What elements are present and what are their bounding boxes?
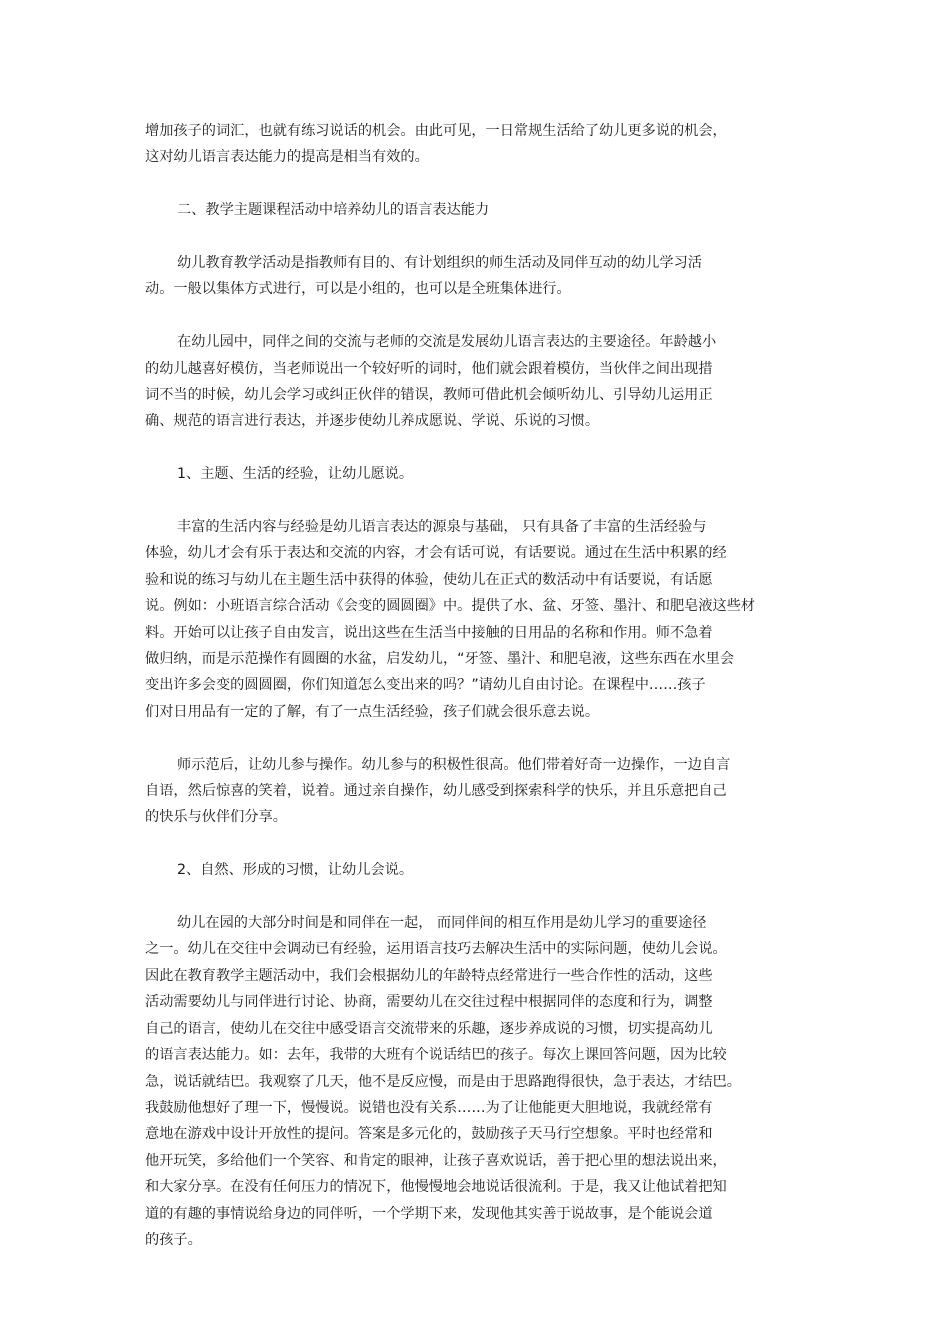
subsection-heading-1: 1、主题、生活的经验，让幼儿愿说。	[177, 466, 414, 483]
paragraph-life-experience: 丰富的生活内容与经验是幼儿语言表达的源泉与基础， 只有具备了丰富的生活经验与 体验，幼儿才会有乐于表达和交流的内容，才会有话可说，有话要说。通过在生活中积累的经 验和说的练习与幼儿在主题生活中获得的体验，使幼儿在正式的数活动中有话要说，有话愿 说。例如：小班语言综合活动《会变的圆圆圈》中。提供了水、盆、牙签、墨汁、和肥皂液这些材 料。开始可以让孩子自由发言，说出这些在生活当中接触的日用品的名称和作用。师不急着 做归纳，而是示范操作有圆圈的水盆，启发幼儿，“牙签、墨汁、和肥皂液，这些东西在水里会 变出许多会变的圆圆圈，你们知道怎么变出来的吗？”请幼儿自由讨论。在课程中……孩子 们对日用品有一定的了解，有了一点生活经验，孩子们就会很乐意去说。	[145, 519, 756, 720]
paragraph-intro-continuation: 增加孩子的词汇，也就有练习说话的机会。由此可见，一日常规生活给了幼儿更多说的机会， 这对幼儿语言表达能力的提高是相当有效的。	[145, 123, 727, 166]
paragraph-teaching-activities: 幼儿教育教学活动是指教师有目的、有计划组织的师生活动及同伴互动的幼儿学习活 动。一般以集体方式进行，可以是小组的，也可以是全班集体进行。	[145, 255, 702, 298]
document-body	[145, 118, 810, 1280]
subsection-heading-2: 2、自然、形成的习惯，让幼儿会说。	[177, 862, 414, 879]
paragraph-habits-example: 幼儿在园的大部分时间是和同伴在一起， 而同伴间的相互作用是幼儿学习的重要途径 之一。幼儿在交往中会调动已有经验，运用语言技巧去解决生活中的实际问题，使幼儿会说。 因此在教育教学主题活动中，我们会根据幼儿的年龄特点经常进行一些合作性的活动，这些 活动需要幼儿与同伴进行讨论、协商，需要幼儿在交往过程中根据同伴的态度和行为，调整 自己的语言，使幼儿在交往中感受语言交流带来的乐趣，逐步养成说的习惯，切实提高幼儿 的语言表达能力。如：去年，我带的大班有个说话结巴的孩子。每次上课回答问题，因为比较 急，说话就结巴。我观察了几天，他不是反应慢，而是由于思路跑得很快，急于表达，才结巴。 我鼓励他想好了理一下，慢慢说。说错也没有关系……为了让他能更大胆地说，我就经常有 意地在游戏中设计开放性的提问。答案是多元化的，鼓励孩子天马行空想象。平时也经常和 他开玩笑，多给他们一个笑容、和肯定的眼神，让孩子喜欢说话，善于把心里的想法说出来， 和大家分享。在没有任何压力的情况下，他慢慢地会地说话很流利。于是，我又让他试着把知 道的有趣的事情说给身边的同伴听，一个学期下来，发现他其实善于说故事，是个能说会道 的孩子。	[145, 915, 741, 1248]
section-heading-2: 二、教学主题课程活动中培养幼儿的语言表达能力	[177, 202, 490, 219]
paragraph-peer-communication: 在幼儿园中，同伴之间的交流与老师的交流是发展幼儿语言表达的主要途径。年龄越小 的幼儿越喜好模仿，当老师说出一个较好听的词时，他们就会跟着模仿，当伙伴之间出现措 词不当的时候，幼儿会学习或纠正伙伴的错误，教师可借此机会倾听幼儿、引导幼儿运用正 确、规范的语言进行表达，并逐步使幼儿养成愿说、学说、乐说的习惯。	[145, 334, 717, 430]
paragraph-demonstration: 师示范后，让幼儿参与操作。幼儿参与的积极性很高。他们带着好奇一边操作，一边自言 自语，然后惊喜的笑着，说着。通过亲自操作，幼儿感受到探索科学的快乐，并且乐意把自己 的快乐与伙伴们分享。	[145, 756, 731, 826]
